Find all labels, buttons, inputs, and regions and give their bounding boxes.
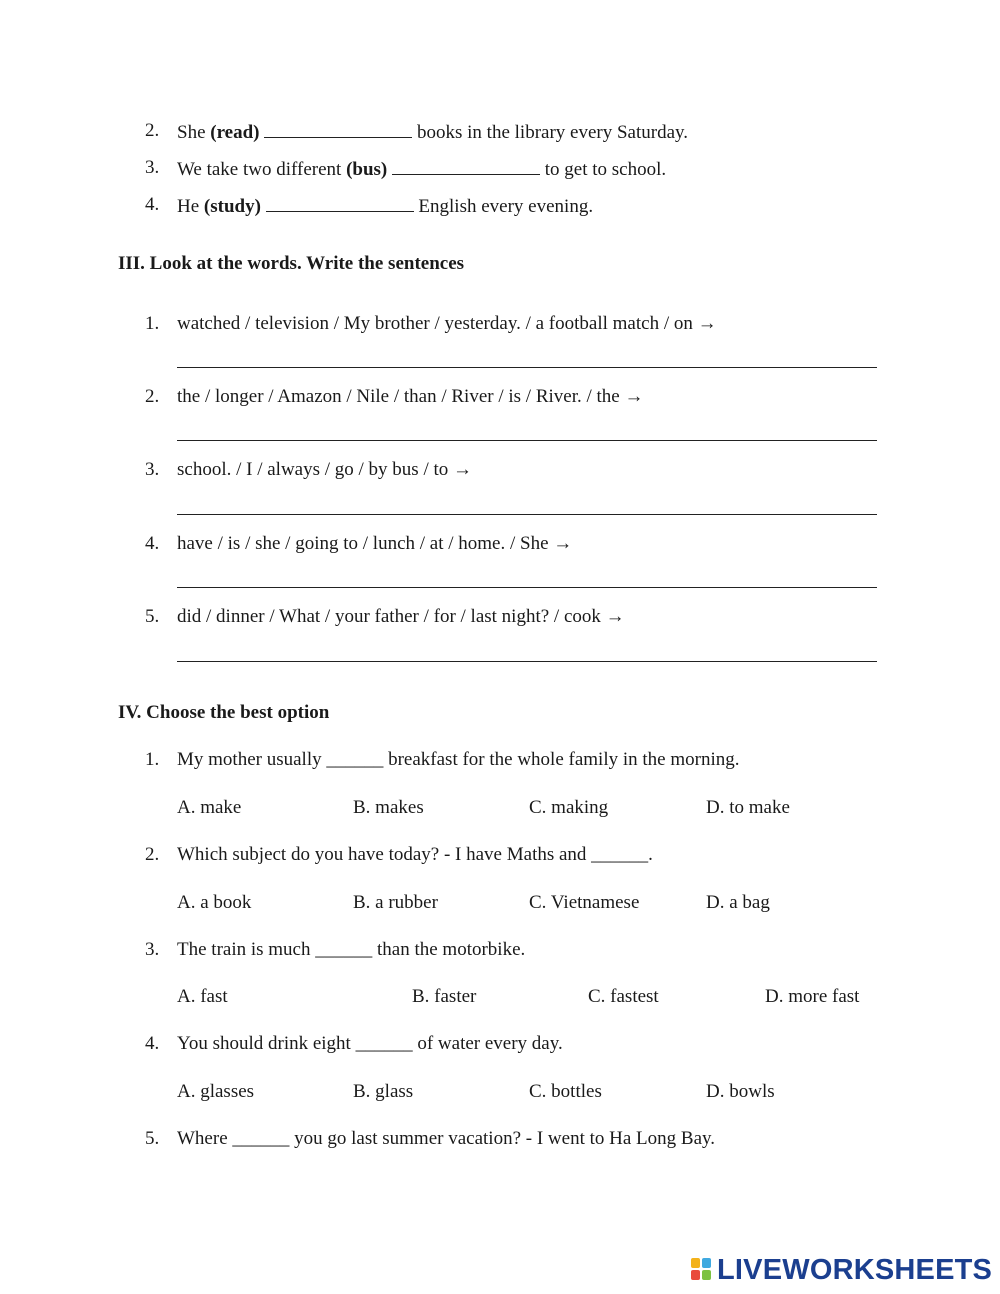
option-b[interactable]: B. faster <box>412 986 477 1007</box>
answer-line[interactable] <box>177 587 877 588</box>
option-b[interactable]: B. glass <box>353 1081 414 1102</box>
question-number: 2. <box>145 844 160 865</box>
answer-line[interactable] <box>177 440 877 441</box>
question-number: 3. <box>145 939 160 960</box>
option-c[interactable]: C. bottles <box>529 1081 602 1102</box>
question-number: 1. <box>145 749 160 770</box>
option-d[interactable]: D. a bag <box>706 892 770 913</box>
scrambled-words: did / dinner / What / your father / for / last night? / cook → <box>177 606 625 627</box>
answer-blank[interactable] <box>264 119 412 138</box>
question-text: Where ______ you go last summer vacation? - I went to Ha Long Bay. <box>177 1128 716 1149</box>
option-a[interactable]: A. a book <box>177 892 252 913</box>
answer-blank[interactable] <box>266 193 414 212</box>
question-number: 5. <box>145 1128 160 1149</box>
scrambled-words: watched / television / My brother / yesterday. / a football match / on → <box>177 313 717 334</box>
option-d[interactable]: D. bowls <box>706 1081 775 1102</box>
option-b[interactable]: B. a rubber <box>353 892 438 913</box>
item-number: 5. <box>145 606 160 627</box>
fill-sentence: We take two different (bus) to get to school. <box>177 156 666 182</box>
item-number: 2. <box>145 386 160 407</box>
item-number: 4. <box>145 194 160 215</box>
item-number: 2. <box>145 120 160 141</box>
option-c[interactable]: C. fastest <box>588 986 659 1007</box>
option-c[interactable]: C. making <box>529 797 609 818</box>
option-a[interactable]: A. make <box>177 797 242 818</box>
item-number: 3. <box>145 459 160 480</box>
option-d[interactable]: D. to make <box>706 797 790 818</box>
scrambled-words: have / is / she / going to / lunch / at / home. / She → <box>177 533 573 554</box>
section-heading-3: III. Look at the words. Write the sentences <box>118 253 465 274</box>
option-c[interactable]: C. Vietnamese <box>529 892 640 913</box>
answer-line[interactable] <box>177 514 877 515</box>
scrambled-words: school. / I / always / go / by bus / to → <box>177 459 473 480</box>
option-a[interactable]: A. glasses <box>177 1081 255 1102</box>
scrambled-words: the / longer / Amazon / Nile / than / River / is / River. / the → <box>177 386 644 407</box>
liveworksheets-brand[interactable] <box>691 1255 992 1285</box>
answer-line[interactable] <box>177 367 877 368</box>
item-number: 4. <box>145 533 160 554</box>
liveworksheets-logo-icon <box>691 1258 713 1282</box>
question-number: 4. <box>145 1033 160 1054</box>
question-text: You should drink eight ______ of water every day. <box>177 1033 563 1054</box>
question-text: My mother usually ______ breakfast for the whole family in the morning. <box>177 749 740 770</box>
question-text: The train is much ______ than the motorbike. <box>177 939 526 960</box>
question-text: Which subject do you have today? - I have Maths and ______. <box>177 844 653 865</box>
option-a[interactable]: A. fast <box>177 986 228 1007</box>
section-heading-4: IV. Choose the best option <box>118 702 330 723</box>
item-number: 3. <box>145 157 160 178</box>
answer-line[interactable] <box>177 661 877 662</box>
answer-blank[interactable] <box>392 156 540 175</box>
item-number: 1. <box>145 313 160 334</box>
option-d[interactable]: D. more fast <box>765 986 860 1007</box>
fill-sentence: She (read) books in the library every Saturday. <box>177 119 688 145</box>
fill-sentence: He (study) English every evening. <box>177 193 593 219</box>
option-b[interactable]: B. makes <box>353 797 424 818</box>
brand-name: LIVEWORKSHEETS <box>717 1253 993 1286</box>
